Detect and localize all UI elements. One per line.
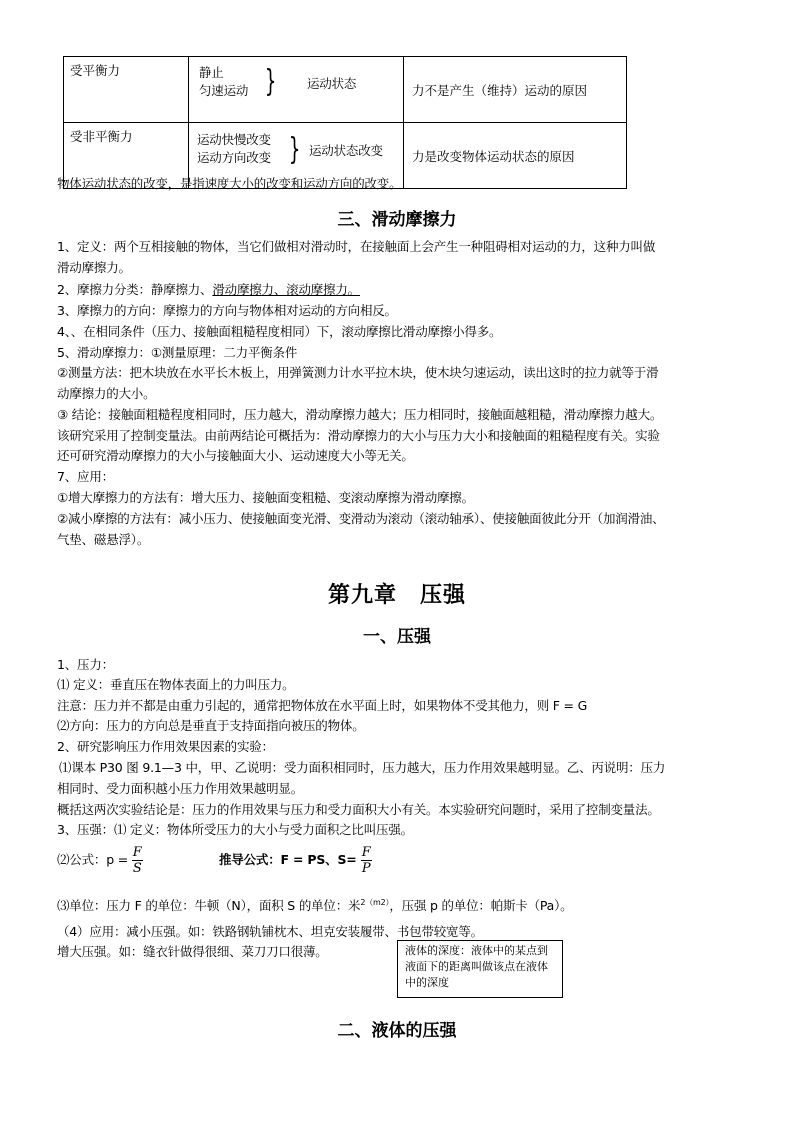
depth-note-box: 液体的深度：液体中的某点到液面下的距离叫做该点在液体中的深度: [397, 940, 563, 998]
paragraph: [57, 893, 572, 917]
table-cell-conclusion: 力不是产生（维持）运动的原因: [404, 57, 627, 123]
paragraph: 相同时、受力面积越小压力作用效果越明显。: [57, 781, 304, 796]
underlined-text: 滑动摩擦力、滚动摩擦力。: [212, 282, 360, 297]
derived-formula-line: [219, 842, 372, 878]
state-label: 运动快慢改变: [197, 132, 271, 147]
paragraph: ②减小摩擦的方法有：减小压力、使接触面变光滑、变滑动为滚动（滚动轴承）、使接触面彼此分开（加润滑油、: [57, 511, 665, 526]
state-label: 静止: [199, 65, 224, 80]
paragraph: 3、压强：⑴ 定义：物体所受压力的大小与受力面积之比叫压强。: [57, 822, 413, 837]
result-label: 运动状态改变: [309, 143, 383, 158]
pressure-formula: [132, 845, 143, 876]
table-cell-unbalanced-force: 受非平衡力: [64, 123, 189, 189]
superscript: 2（m2）: [360, 898, 390, 907]
paragraph: 概括这两次实验结论是：压力的作用效果与压力和受力面积大小有关。本实验研究问题时，采用了控制变量法。: [57, 802, 660, 817]
paragraph: 7、应用：: [57, 469, 114, 484]
fraction-denominator: P: [361, 861, 371, 876]
chapter-title: 第九章 压强: [327, 582, 466, 608]
brace-icon: }: [288, 132, 301, 167]
formula-label: ⑵公式：p =: [57, 852, 128, 867]
paragraph: 该研究采用了控制变量法。由前两结论可概括为：滑动摩擦力的大小与压力大小和接触面的粗糙程度有关。实验: [57, 428, 660, 443]
paragraph: 2、研究影响压力作用效果因素的实验：: [57, 739, 274, 754]
paragraph: ③ 结论：接触面粗糙程度相同时，压力越大，滑动摩擦力越大；压力相同时，接触面越粗糙，滑动摩擦力越大。: [57, 407, 663, 422]
fraction-denominator: S: [132, 861, 142, 876]
paragraph: 1、定义：两个互相接触的物体，当它们做相对滑动时，在接触面上会产生一种阻碍相对运动的力，这种力叫做: [57, 239, 656, 254]
motion-state-table: [63, 56, 627, 189]
formula-label: 推导公式：F = PS、S=: [219, 852, 357, 867]
paragraph: 动摩擦力的大小。: [57, 386, 156, 401]
section-title-pressure: 一、压强: [363, 627, 431, 647]
text-span: 2、摩擦力分类：静摩擦力、: [57, 282, 213, 297]
paragraph: ①增大摩擦力的方法有：增大压力、接触面变粗糙、变滚动摩擦为滑动摩擦。: [57, 490, 474, 505]
paragraph: 3、摩擦力的方向：摩擦力的方向与物体相对运动的方向相反。: [57, 303, 397, 318]
table-cell-conclusion: 力是改变物体运动状态的原因: [404, 123, 627, 189]
formula-line: [57, 842, 143, 878]
paragraph: 5、滑动摩擦力：①测量原理：二力平衡条件: [57, 345, 298, 360]
state-label: 运动方向改变: [197, 150, 271, 165]
derived-formula: [361, 845, 372, 876]
paragraph: ⑴课本 P30 图 9.1—3 中，甲、乙说明：受力面积相同时，压力越大，压力作用效果越明显。乙、丙说明：压力: [59, 760, 666, 775]
brace-icon: }: [264, 64, 277, 99]
table-cell-balanced-states: [189, 57, 404, 123]
paragraph: ⑴ 定义：垂直压在物体表面上的力叫压力。: [57, 677, 295, 692]
paragraph: 气垫、磁悬浮）。: [57, 532, 150, 547]
paragraph: 还可研究滑动摩擦力的大小与接触面大小、运动速度大小等无关。: [57, 448, 414, 463]
paragraph: （4）应用：减小压强。如：铁路钢轨铺枕木、坦克安装履带、书包带较宽等。: [57, 924, 483, 939]
paragraph: 滑动摩擦力。: [57, 260, 131, 275]
fraction-numerator: F: [361, 845, 371, 860]
paragraph: [57, 280, 360, 301]
table-row: [64, 57, 627, 123]
section-title-friction: 三、滑动摩擦力: [337, 210, 457, 230]
paragraph: ②测量方法：把木块放在水平长木板上，用弹簧测力计水平拉木块，使木块匀速运动，读出这时的拉力就等于滑: [57, 365, 659, 380]
fraction-numerator: F: [132, 845, 142, 860]
table-footnote: 物体运动状态的改变，是指速度大小的改变和运动方向的改变。: [57, 176, 402, 191]
section-title-liquid-pressure: 二、液体的压强: [337, 1021, 457, 1041]
paragraph: 1、压力：: [57, 657, 114, 672]
paragraph: 注意：压力并不都是由重力引起的，通常把物体放在水平面上时，如果物体不受其他力，则 F = G: [57, 698, 588, 713]
text-span: ⑶单位：压力 F 的单位：牛顿（N），面积 S 的单位：米: [57, 898, 361, 914]
table-cell-balanced-force: 受平衡力: [64, 57, 189, 123]
text-span: ，压强 p 的单位：帕斯卡（Pa）。: [389, 898, 573, 914]
paragraph: 增大压强。如：缝衣针做得很细、菜刀刀口很薄。: [57, 944, 328, 959]
paragraph: ⑵方向：压力的方向总是垂直于支持面指向被压的物体。: [57, 718, 365, 733]
state-label: 匀速运动: [199, 83, 249, 98]
result-label: 运动状态: [307, 76, 357, 91]
paragraph: 4、、在相同条件（压力、接触面粗糙程度相同）下，滚动摩擦比滑动摩擦小得多。: [57, 324, 502, 339]
